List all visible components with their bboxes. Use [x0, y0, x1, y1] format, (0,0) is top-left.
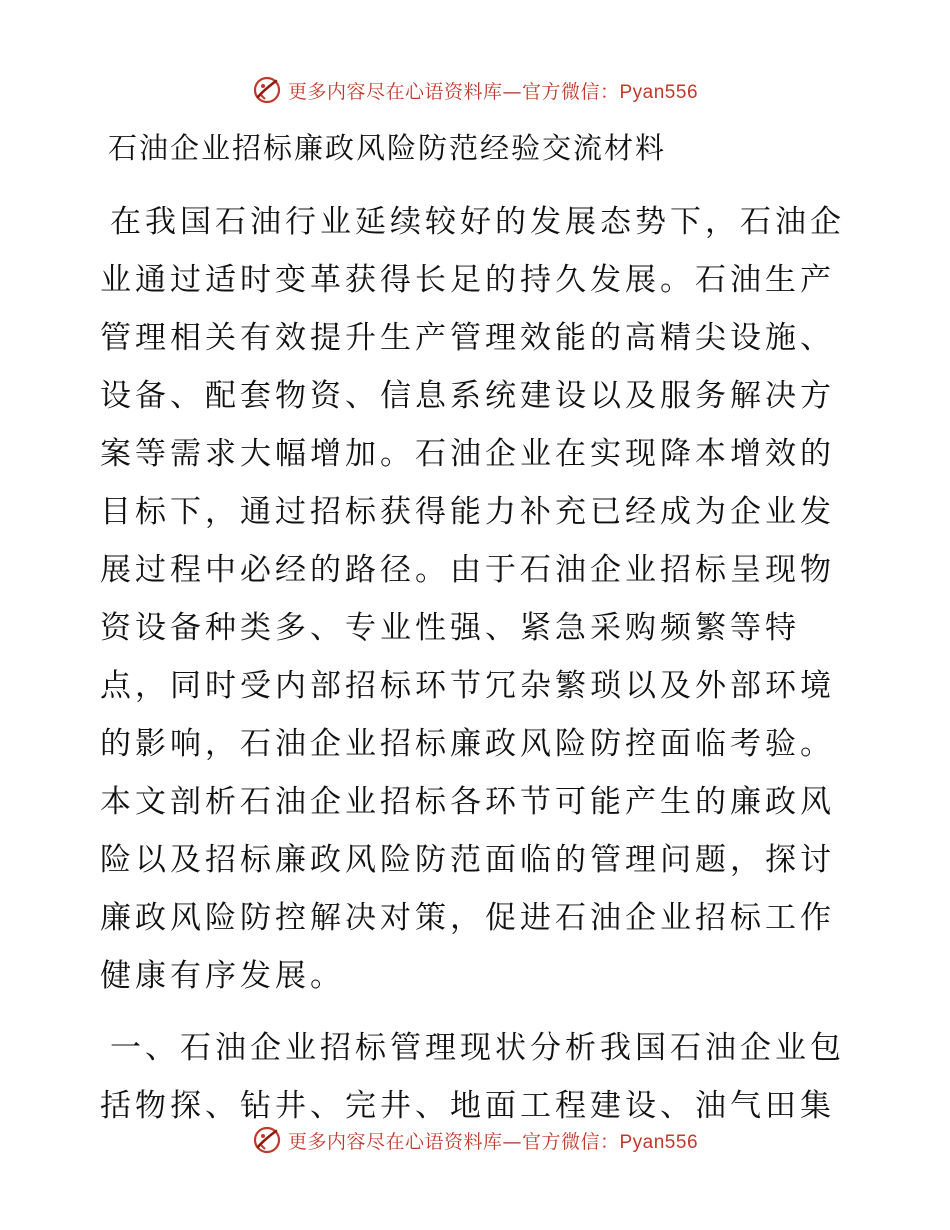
- banner-wechat-label: 官方微信：: [521, 80, 620, 103]
- banner-separator: —: [502, 1130, 522, 1153]
- banner-separator: —: [502, 80, 522, 103]
- banner-slogan: 更多内容尽在心语资料库: [287, 80, 503, 103]
- body-paragraph: 一、石油企业招标管理现状分析我国石油企业包括物探、钻井、完井、地面工程建设、油气田集: [100, 1030, 845, 1124]
- brush-pen-logo-icon: [252, 1125, 282, 1155]
- banner-text: [288, 1127, 698, 1154]
- header-watermark-banner: [0, 70, 950, 110]
- document-title: 石油企业招标廉政风险防范经验交流材料: [108, 131, 667, 165]
- document-body: [100, 193, 852, 1135]
- body-paragraph: 在我国石油行业延续较好的发展态势下，石油企业通过适时变革获得长足的持久发展。石油生产管理相关有效提升生产管理效能的高精尖设施、设备、配套物资、信息系统建设以及服务解决方案等需求大幅增加。石油企业在实现降本增效的目标下，通过招标获得能力补充已经成为企业发展过程中必经的路径。由于石油企业招标呈现物资设备种类多、专业性强、紧急采购频繁等特点，同时受内部招标环节冗杂繁琐以及外部环境的影响，石油企业招标廉政风险防控面临考验。本文剖析石油企业招标各环节可能产生的廉政风险以及招标廉政风险防范面临的管理问题，探讨廉政风险防控解决对策，促进石油企业招标工作健康有序发展。: [100, 204, 845, 994]
- banner-wechat-handle: Pyan556: [619, 1131, 699, 1153]
- brush-pen-logo-icon: [252, 75, 282, 105]
- footer-watermark-banner: [0, 1120, 950, 1160]
- banner-slogan: 更多内容尽在心语资料库: [287, 1130, 503, 1153]
- banner-text: [288, 77, 698, 104]
- banner-wechat-handle: Pyan556: [619, 81, 699, 103]
- banner-wechat-label: 官方微信：: [521, 1130, 620, 1153]
